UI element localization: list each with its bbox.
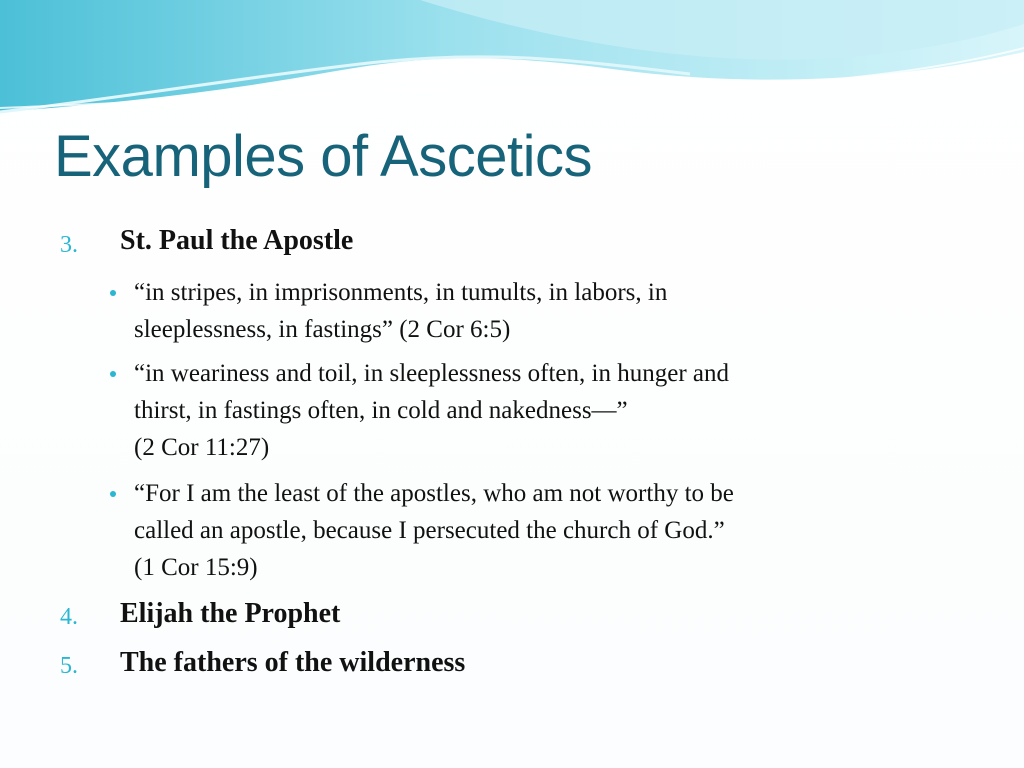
bullet-marker: [110, 371, 116, 377]
bullet-line: thirst, in fastings often, in cold and nakedness—”: [134, 397, 628, 424]
bullet-line: “For I am the least of the apostles, who am not worthy to be: [134, 480, 734, 507]
item-number: 3.: [60, 232, 78, 258]
item-heading-fathers: The fathers of the wilderness: [120, 647, 466, 678]
bullet-text: [134, 475, 944, 586]
item-number: 5.: [60, 653, 78, 679]
bullet-line: “in weariness and toil, in sleeplessness often, in hunger and: [134, 360, 729, 387]
bullet-line: (1 Cor 15:9): [134, 554, 258, 581]
item-number: 4.: [60, 604, 78, 630]
bullet-line: sleeplessness, in fastings” (2 Cor 6:5): [134, 316, 511, 343]
item-heading-st-paul: St. Paul the Apostle: [120, 225, 354, 256]
bullet-line: (2 Cor 11:27): [134, 434, 270, 461]
bullet-text: [134, 274, 944, 348]
bullet-line: “in stripes, in imprisonments, in tumults, in labors, in: [134, 279, 668, 306]
page-title: Examples of Ascetics: [54, 124, 592, 189]
bullet-line: called an apostle, because I persecuted the church of God.”: [134, 517, 725, 544]
item-heading-elijah: Elijah the Prophet: [120, 598, 341, 629]
bullet-marker: [110, 491, 116, 497]
bullet-text: [134, 355, 944, 466]
bullet-marker: [110, 290, 116, 296]
